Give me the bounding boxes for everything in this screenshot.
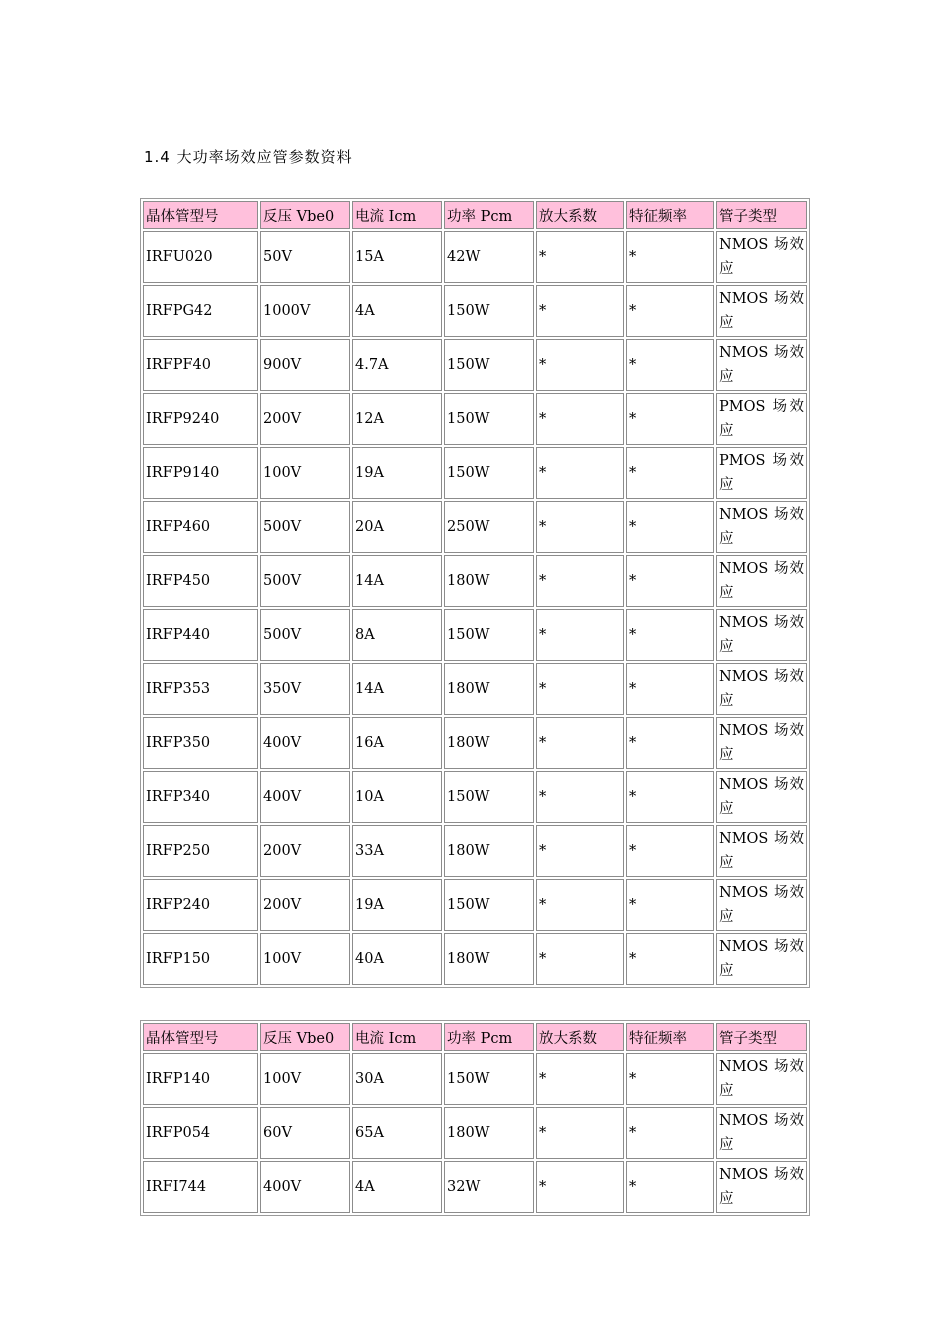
table-row [143,555,807,607]
cell-pcm: 42W [444,231,534,283]
cell-gain: * [536,447,624,499]
cell-model: IRFP353 [143,663,258,715]
type-label: NMOS 场效 [719,669,804,685]
header-icm: 电流 Icm [352,201,442,229]
cell-frequency: * [626,663,714,715]
table-row [143,447,807,499]
cell-frequency: * [626,393,714,445]
type-label: NMOS 场效 [719,615,804,631]
page-heading: 1.4 大功率场效应管参数资料 [144,148,353,166]
header-gain: 放大系数 [536,201,624,229]
header-pcm: 功率 Pcm [444,1023,534,1051]
type-label: NMOS 场效 [719,507,804,523]
table-row [143,1107,807,1159]
cell-vbe0: 400V [260,771,350,823]
table-row [143,501,807,553]
cell-frequency: * [626,1053,714,1105]
cell-vbe0: 500V [260,501,350,553]
cell-model: IRFP350 [143,717,258,769]
table-1-body [143,231,807,985]
cell-type [716,717,807,769]
type-label-tail: 应 [719,855,734,871]
cell-icm: 20A [352,501,442,553]
header-frequency: 特征频率 [626,1023,714,1051]
type-label: NMOS 场效 [719,237,804,253]
cell-icm: 10A [352,771,442,823]
cell-icm: 12A [352,393,442,445]
cell-frequency: * [626,825,714,877]
cell-model: IRFP140 [143,1053,258,1105]
type-label: NMOS 场效 [719,723,804,739]
header-pcm: 功率 Pcm [444,201,534,229]
cell-type [716,663,807,715]
cell-vbe0: 100V [260,933,350,985]
cell-vbe0: 100V [260,447,350,499]
cell-type [716,609,807,661]
cell-pcm: 150W [444,1053,534,1105]
cell-pcm: 150W [444,609,534,661]
header-type: 管子类型 [716,1023,807,1051]
cell-type [716,555,807,607]
table-row [143,771,807,823]
cell-pcm: 150W [444,285,534,337]
cell-frequency: * [626,501,714,553]
type-label-tail: 应 [719,369,734,385]
cell-pcm: 250W [444,501,534,553]
type-label-tail: 应 [719,747,734,763]
cell-pcm: 150W [444,771,534,823]
header-icm: 电流 Icm [352,1023,442,1051]
table-row [143,231,807,283]
cell-vbe0: 60V [260,1107,350,1159]
cell-frequency: * [626,1161,714,1213]
table-row [143,285,807,337]
cell-pcm: 150W [444,339,534,391]
transistor-table-1 [140,198,810,988]
type-label: NMOS 场效 [719,777,804,793]
header-model: 晶体管型号 [143,201,258,229]
header-vbe0: 反压 Vbe0 [260,201,350,229]
table-row [143,663,807,715]
cell-frequency: * [626,339,714,391]
cell-frequency: * [626,231,714,283]
type-label-tail: 应 [719,909,734,925]
cell-model: IRFP450 [143,555,258,607]
cell-vbe0: 50V [260,231,350,283]
type-label: NMOS 场效 [719,1113,804,1129]
header-row [143,1023,807,1051]
cell-icm: 4A [352,285,442,337]
type-label: NMOS 场效 [719,345,804,361]
cell-gain: * [536,933,624,985]
table-2-body [143,1053,807,1213]
cell-icm: 30A [352,1053,442,1105]
cell-gain: * [536,825,624,877]
cell-vbe0: 200V [260,393,350,445]
cell-gain: * [536,879,624,931]
type-label-tail: 应 [719,585,734,601]
cell-vbe0: 500V [260,609,350,661]
cell-model: IRFP340 [143,771,258,823]
cell-frequency: * [626,555,714,607]
type-label: PMOS 场效 [719,399,804,415]
cell-type [716,933,807,985]
cell-type [716,231,807,283]
cell-type [716,285,807,337]
cell-gain: * [536,663,624,715]
transistor-table-2 [140,1020,810,1216]
type-label-tail: 应 [719,1191,734,1207]
cell-vbe0: 350V [260,663,350,715]
cell-pcm: 32W [444,1161,534,1213]
cell-frequency: * [626,1107,714,1159]
cell-gain: * [536,501,624,553]
type-label-tail: 应 [719,423,734,439]
cell-frequency: * [626,447,714,499]
cell-vbe0: 200V [260,879,350,931]
cell-vbe0: 400V [260,1161,350,1213]
type-label: PMOS 场效 [719,453,804,469]
cell-icm: 33A [352,825,442,877]
header-gain: 放大系数 [536,1023,624,1051]
type-label: NMOS 场效 [719,831,804,847]
cell-model: IRFU020 [143,231,258,283]
cell-pcm: 180W [444,663,534,715]
cell-vbe0: 500V [260,555,350,607]
table-row [143,825,807,877]
cell-frequency: * [626,933,714,985]
cell-vbe0: 400V [260,717,350,769]
cell-model: IRFP9240 [143,393,258,445]
cell-pcm: 180W [444,933,534,985]
cell-gain: * [536,1161,624,1213]
cell-gain: * [536,609,624,661]
header-model: 晶体管型号 [143,1023,258,1051]
cell-model: IRFPG42 [143,285,258,337]
cell-model: IRFP460 [143,501,258,553]
cell-gain: * [536,1053,624,1105]
cell-type [716,1053,807,1105]
type-label-tail: 应 [719,261,734,277]
cell-type [716,825,807,877]
type-label-tail: 应 [719,693,734,709]
cell-gain: * [536,717,624,769]
cell-pcm: 180W [444,1107,534,1159]
table-row [143,717,807,769]
cell-pcm: 180W [444,717,534,769]
cell-vbe0: 200V [260,825,350,877]
type-label-tail: 应 [719,1083,734,1099]
cell-pcm: 150W [444,879,534,931]
cell-model: IRFPF40 [143,339,258,391]
cell-vbe0: 1000V [260,285,350,337]
cell-type [716,879,807,931]
cell-icm: 65A [352,1107,442,1159]
cell-gain: * [536,393,624,445]
type-label: NMOS 场效 [719,1167,804,1183]
cell-gain: * [536,1107,624,1159]
cell-model: IRFP250 [143,825,258,877]
cell-model: IRFP440 [143,609,258,661]
cell-frequency: * [626,609,714,661]
cell-icm: 19A [352,447,442,499]
cell-icm: 15A [352,231,442,283]
cell-gain: * [536,555,624,607]
cell-vbe0: 100V [260,1053,350,1105]
type-label-tail: 应 [719,477,734,493]
type-label-tail: 应 [719,963,734,979]
table-row [143,879,807,931]
table-row [143,933,807,985]
type-label: NMOS 场效 [719,1059,804,1075]
table-row [143,1053,807,1105]
header-row [143,201,807,229]
header-frequency: 特征频率 [626,201,714,229]
cell-pcm: 180W [444,825,534,877]
cell-frequency: * [626,285,714,337]
cell-icm: 14A [352,555,442,607]
cell-icm: 4A [352,1161,442,1213]
table-row [143,1161,807,1213]
type-label-tail: 应 [719,801,734,817]
cell-type [716,771,807,823]
cell-frequency: * [626,879,714,931]
cell-icm: 14A [352,663,442,715]
cell-vbe0: 900V [260,339,350,391]
cell-type [716,339,807,391]
cell-gain: * [536,231,624,283]
cell-gain: * [536,285,624,337]
cell-type [716,393,807,445]
cell-icm: 40A [352,933,442,985]
type-label-tail: 应 [719,639,734,655]
cell-type [716,447,807,499]
table-row [143,339,807,391]
type-label-tail: 应 [719,315,734,331]
cell-type [716,1161,807,1213]
cell-model: IRFP150 [143,933,258,985]
cell-icm: 8A [352,609,442,661]
cell-pcm: 180W [444,555,534,607]
header-vbe0: 反压 Vbe0 [260,1023,350,1051]
cell-pcm: 150W [444,447,534,499]
header-type: 管子类型 [716,201,807,229]
cell-type [716,1107,807,1159]
type-label: NMOS 场效 [719,291,804,307]
cell-model: IRFI744 [143,1161,258,1213]
cell-model: IRFP240 [143,879,258,931]
type-label: NMOS 场效 [719,939,804,955]
cell-frequency: * [626,771,714,823]
cell-icm: 4.7A [352,339,442,391]
type-label-tail: 应 [719,531,734,547]
cell-model: IRFP054 [143,1107,258,1159]
cell-type [716,501,807,553]
cell-gain: * [536,339,624,391]
table-row [143,609,807,661]
cell-model: IRFP9140 [143,447,258,499]
cell-icm: 19A [352,879,442,931]
cell-pcm: 150W [444,393,534,445]
cell-frequency: * [626,717,714,769]
table-row [143,393,807,445]
cell-gain: * [536,771,624,823]
type-label: NMOS 场效 [719,885,804,901]
cell-icm: 16A [352,717,442,769]
type-label-tail: 应 [719,1137,734,1153]
type-label: NMOS 场效 [719,561,804,577]
